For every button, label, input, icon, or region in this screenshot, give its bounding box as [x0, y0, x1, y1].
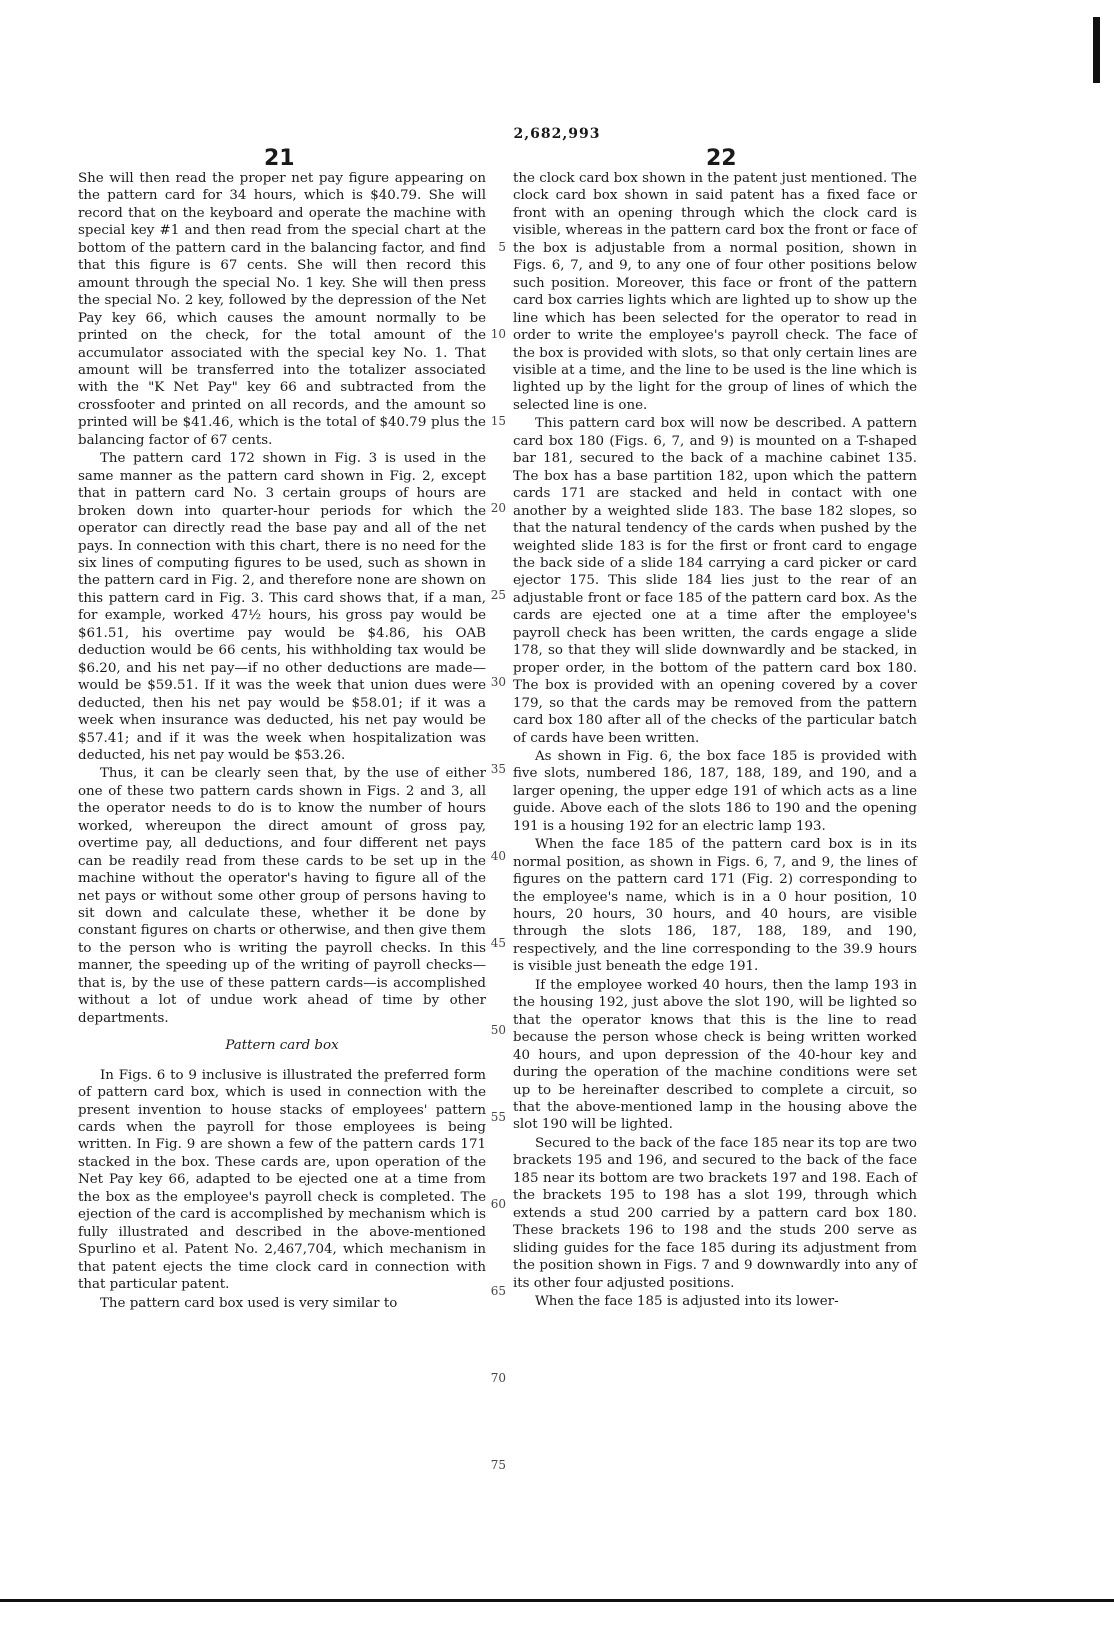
- section-heading: Pattern card box: [225, 1038, 339, 1054]
- line-number: 50: [490, 1023, 506, 1037]
- right-column: [513, 170, 917, 1311]
- paragraph: The pattern card 172 shown in Fig. 3 is used in the same manner as the pattern card shown in Fig. 2, except that in pattern card No. 3 certain groups of hours are broken down into quarter-hour periods for which the operator can directly read the base pay and all of the net pays. In connection with this chart, there is no need for the six lines of computing figures to be used, such as shown in the pattern card in Fig. 2, and therefore none are shown on this pattern card in Fig. 3. This card shows that, if a man, for example, worked 47½ hours, his gross pay would be $61.51, his overtime pay would be $4.86, his OAB deduction would be 66 cents, his withholding tax would be $6.20, and his net pay—if no other deductions are made—would be $59.51. If it was the week that union dues were deducted, then his net pay would be $58.01; if it was a week when insurance was deducted, his net pay would be $57.41; and if it was the week when hospitalization was deducted, his net pay would be $53.26.: [78, 451, 486, 763]
- paragraph: Secured to the back of the face 185 near its top are two brackets 195 and 196, and secured to the back of the face 185 near its bottom are two brackets 197 and 198. Each of the brackets 195 to 198 has a slot 199, through which extends a stud 200 carried by a pattern card box 180. These brackets 196 to 198 and the studs 200 serve as sliding guides for the face 185 during its adjustment from the position shown in Figs. 7 and 9 downwardly into any of its other four adjusted positions.: [513, 1135, 917, 1291]
- paragraph: When the face 185 is adjusted into its lower-: [535, 1294, 839, 1309]
- line-number: 65: [490, 1284, 506, 1298]
- line-number: 55: [490, 1110, 506, 1124]
- line-number: 20: [490, 501, 506, 515]
- paragraph: The pattern card box used is very similar to: [100, 1295, 398, 1311]
- line-number: 70: [490, 1371, 506, 1385]
- line-number: 30: [490, 675, 506, 689]
- line-number: 25: [490, 588, 506, 602]
- paragraph: In Figs. 6 to 9 inclusive is illustrated the preferred form of pattern card box, which is used in connection with the present invention to house stacks of employees' pattern cards when the payroll for those employees is being written. In Fig. 9 are shown a few of the pattern cards 171 stacked in the box. These cards are, upon operation of the Net Pay key 66, adapted to be ejected one at a time from the box as the employee's payroll check is completed. The ejection of the card is accomplished by mechanism which is fully illustrated and described in the above-mentioned Spurlino et al. Patent No. 2,467,704, which mechanism in that patent ejects the time clock card in connection with that particular patent.: [78, 1067, 486, 1293]
- paragraph: the clock card box shown in the patent just mentioned. The clock card box shown in said patent has a fixed face or front with an opening through which the clock card is visible, whereas in the pattern card box the front or face of the box is adjustable from a normal position, shown in Figs. 6, 7, and 9, to any one of four other positions below such position. Moreover, this face or front of the pattern card box carries lights which are lighted up to show up the line which has been selected for the operator to read in order to write the employee's payroll check. The face of the box is provided with slots, so that only certain lines are visible at a time, and the line to be used is the line which is lighted up by the light for the group of lines of which the selected line is one.: [513, 171, 917, 413]
- line-number: 5: [498, 240, 506, 254]
- bottom-rule: [0, 1599, 1114, 1602]
- line-number: 45: [490, 936, 506, 950]
- page-edge-bar: [1093, 17, 1100, 83]
- left-page-number: 21: [264, 146, 295, 171]
- line-number: 40: [490, 849, 506, 863]
- left-column: [78, 170, 486, 1313]
- line-number: 60: [490, 1197, 506, 1211]
- paragraph: If the employee worked 40 hours, then the lamp 193 in the housing 192, just above the slot 190, will be lighted so that the operator knows that this is the line to read because the person whose check is being written worked 40 hours, and upon depression of the 40-hour key and during the operation of the machine conditions were set up to be hereinafter described to complete a circuit, so that the above-mentioned lamp in the housing above the slot 190 will be lighted.: [513, 977, 917, 1133]
- line-number: 10: [490, 327, 506, 341]
- line-number: 75: [490, 1458, 506, 1472]
- paragraph: She will then read the proper net pay figure appearing on the pattern card for 34 hours, which is $40.79. She will record that on the keyboard and operate the machine with special key #1 and then read from the special chart at the bottom of the pattern card in the balancing factor, and find that this figure is 67 cents. She will then record this amount through the special No. 1 key. She will then press the special No. 2 key, followed by the depression of the Net Pay key 66, which causes the amount normally to be printed on the check, for the total amount of the accumulator associated with the special key No. 1. That amount will be transferred into the totalizer associated with the "K Net Pay" key 66 and subtracted from the crossfooter and printed on all records, and the amount so printed will be $41.46, which is the total of $40.79 plus the balancing factor of 67 cents.: [78, 171, 486, 448]
- patent-number: 2,682,993: [513, 126, 601, 142]
- paragraph: When the face 185 of the pattern card box is in its normal position, as shown in Figs. 6, 7, and 9, the lines of figures on the pattern card 171 (Fig. 2) corresponding to the employee's name, which is in a 0 hour position, 10 hours, 20 hours, 30 hours, and 40 hours, are visible through the slots 186, 187, 188, 189, and 190, respectively, and the line corresponding to the 39.9 hours is visible just beneath the edge 191.: [513, 837, 917, 975]
- paragraph: As shown in Fig. 6, the box face 185 is provided with five slots, numbered 186, 187, 188, 189, and 190, and a larger opening, the upper edge 191 of which acts as a line guide. Above each of the slots 186 to 190 and the opening 191 is a housing 192 for an electric lamp 193.: [513, 748, 917, 834]
- line-number: 15: [490, 414, 506, 428]
- paragraph: This pattern card box will now be described. A pattern card box 180 (Figs. 6, 7, and 9) is mounted on a T-shaped bar 181, secured to the back of a machine cabinet 135. The box has a base partition 182, upon which the pattern cards 171 are stacked and held in contact with one another by a weighted slide 183. The base 182 slopes, so that the natural tendency of the cards when pushed by the weighted slide 183 is for the first or front card to engage the back side of a slide 184 carrying a card picker or card ejector 175. This slide 184 lies just to the rear of an adjustable front or face 185 of the pattern card box. As the cards are ejected one at a time after the employee's payroll check has been written, the cards engage a slide 178, so that they will slide downwardly and be stacked, in proper order, in the bottom of the pattern card box 180. The box is provided with an opening covered by a cover 179, so that the cards may be removed from the pattern card box 180 after all of the checks of the particular batch of cards have been written.: [513, 416, 917, 746]
- line-number: 35: [490, 762, 506, 776]
- paragraph: Thus, it can be clearly seen that, by the use of either one of these two pattern cards shown in Figs. 2 and 3, all the operator needs to do is to know the number of hours worked, whereupon the direct amount of gross pay, overtime pay, all deductions, and four different net pays can be readily read from these cards to be set up in the machine without the operator's having to figure all of the net pays or without some other group of persons having to sit down and calculate these, whether it be done by constant figures on charts or otherwise, and then give them to the person who is writing the payroll checks. In this manner, the speeding up of the writing of payroll checks—that is, by the use of these pattern cards—is accomplished without a lot of undue work ahead of time by other departments.: [78, 766, 486, 1026]
- right-page-number: 22: [706, 146, 737, 171]
